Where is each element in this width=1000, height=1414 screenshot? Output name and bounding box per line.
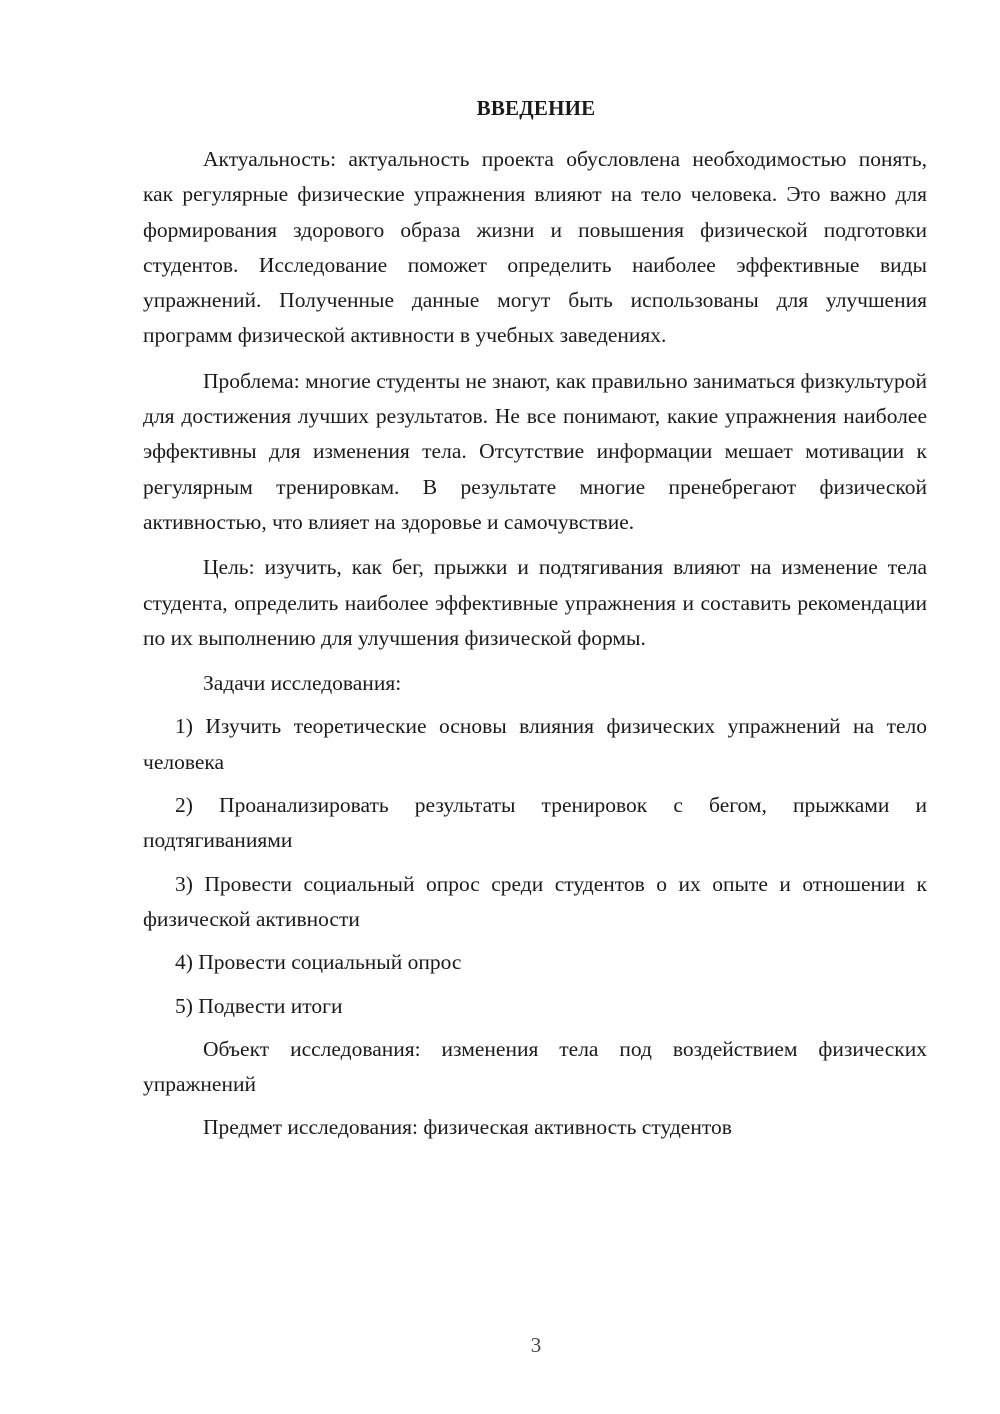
task-item-5: 5) Подвести итоги	[175, 993, 343, 1018]
tasks-title: Задачи исследования:	[203, 671, 402, 696]
problem-paragraph: Проблема: многие студенты не знают, как правильно заниматься физкультурой для достижения лучших результатов. Не все понимают, какие упражнения наиболее эффективны для изменения тела. Отсутствие информации мешает мотивации к регулярным тренировкам. В результате многие пренебрегают физической активностью, что влияет на здоровье и самочувствие.	[143, 368, 927, 534]
tasks-list	[143, 709, 927, 1023]
task-item-3: 3) Провести социальный опрос среди студентов о их опыте и отношении к физической активности	[143, 871, 927, 931]
task-item-1: 1) Изучить теоретические основы влияния физических упражнений на тело человека	[143, 714, 927, 774]
task-item-4: 4) Провести социальный опрос	[175, 950, 462, 975]
object-paragraph: Объект исследования: изменения тела под воздействием физических упражнений	[143, 1036, 927, 1097]
goal-paragraph: Цель: изучить, как бег, прыжки и подтягивания влияют на изменение тела студента, определить наиболее эффективные упражнения и составить рекомендации по их выполнению для улучшения физической формы.	[143, 555, 927, 650]
relevance-paragraph: Актуальность: актуальность проекта обусловлена необходимостью понять, как регулярные физические упражнения влияют на тело человека. Это важно для формирования здорового образа жизни и повышения физической подготовки студентов. Исследование поможет определить наиболее эффективные виды упражнений. Полученные данные могут быть использованы для улучшения программ физической активности в учебных заведениях.	[143, 147, 927, 348]
page-heading: ВВЕДЕНИЕ	[476, 96, 596, 120]
body-text	[143, 142, 927, 1146]
task-item-2: 2) Проанализировать результаты тренировок с бегом, прыжками и подтягиваниями	[143, 793, 927, 853]
page-number: 3	[530, 1333, 542, 1357]
subject-paragraph: Предмет исследования: физическая активность студентов	[203, 1115, 732, 1140]
